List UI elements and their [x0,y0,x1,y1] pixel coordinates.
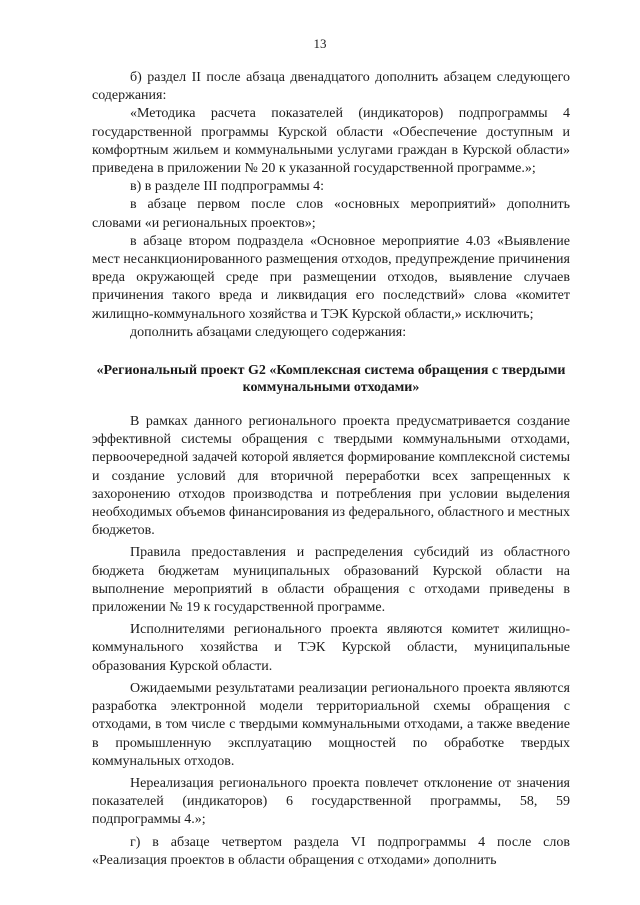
section-heading: «Региональный проект G2 «Комплексная система обращения с твердыми коммунальными отходами» [96,363,566,396]
paragraph: в абзаце втором подраздела «Основное мероприятие 4.03 «Выявление мест несанкционированного размещения отходов, предупреждение причинения вреда окружающей среде при размещении отходов, выявление случаев причинения такого вреда и ликвидация его последствий» слова «комитет жилищно-коммунального хозяйства и ТЭК Курской области,» исключить; [92,233,570,322]
paragraph: дополнить абзацами следующего содержания: [130,324,407,340]
paragraph: Нереализация регионального проекта повлечет отклонение от значения показателей (индикаторов) 6 государственной программы, 58, 59 подпрограммы 4.»; [92,775,570,828]
page-number: 13 [313,36,327,51]
paragraph: В рамках данного регионального проекта предусматривается создание эффективной системы обращения с твердыми коммунальными отходами, первоочередной задачей которой является формирование комплексной системы и создание условий для вторичной переработки всех запрещенных к захоронению отходов производства и потребления при условии выделения необходимых объемов финансирования из федерального, областного и местных бюджетов. [92,414,570,539]
paragraph: Ожидаемыми результатами реализации регионального проекта являются разработка электронной модели территориальной схемы обращения с отходами, в том числе с твердыми коммунальными отходами, а также введение в промышленную эксплуатацию мощностей по обработке твердых коммунальных отходов. [92,680,570,769]
paragraph: г) в абзаце четвертом раздела VI подпрограммы 4 после слов «Реализация проектов в области обращения с отходами» дополнить [92,834,570,868]
paragraph: б) раздел II после абзаца двенадцатого дополнить абзацем следующего содержания: [92,70,570,104]
paragraph: «Методика расчета показателей (индикаторов) подпрограммы 4 государственной программы Курской области «Обеспечение доступным и комфортным жильем и коммунальными услугами граждан в Курской области» приведена в приложении № 20 к указанной государственной программе.»; [92,106,570,177]
paragraph: в) в разделе III подпрограммы 4: [130,179,325,195]
paragraph: Правила предоставления и распределения субсидий из областного бюджета бюджетам муниципальных образований Курской области на выполнение мероприятий в области обращения с отходами приведены в приложении № 19 к государственной программе. [92,545,570,616]
document-body [92,69,570,870]
paragraph: Исполнителями регионального проекта являются комитет жилищно-коммунального хозяйства и ТЭК Курской области, муниципальные образования Курской области. [92,622,570,674]
paragraph: в абзаце первом после слов «основных мероприятий» дополнить словами «и региональных проектов»; [92,197,570,231]
